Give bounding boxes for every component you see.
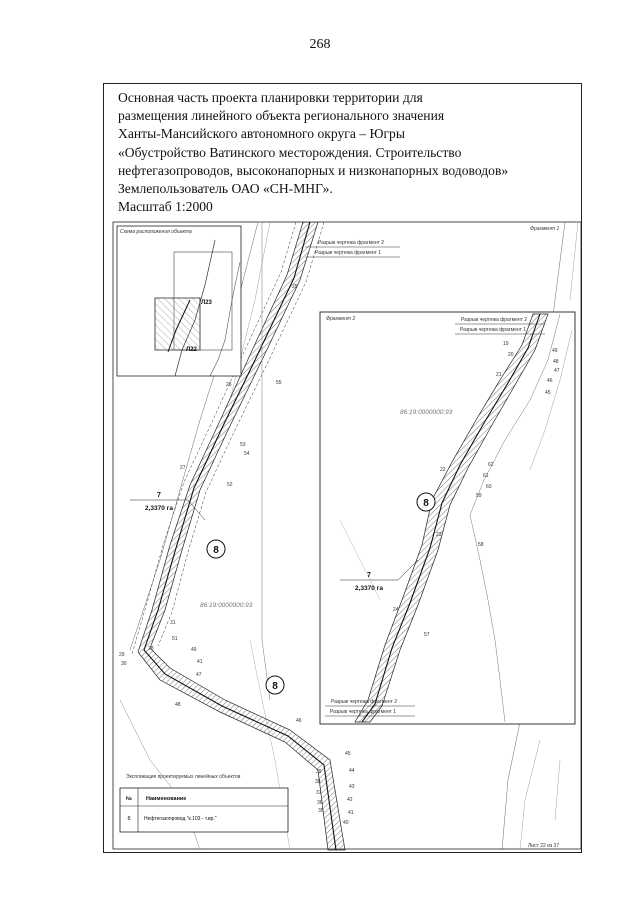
point-label: 57 bbox=[424, 632, 430, 638]
inset-title: Схема расположения объекта bbox=[120, 229, 192, 235]
point-label: 36 bbox=[317, 800, 323, 806]
point-label: 58 bbox=[478, 542, 484, 548]
title-line-6: Землепользователь ОАО «СН-МНГ». bbox=[118, 181, 333, 197]
point-label: 55 bbox=[276, 380, 282, 386]
point-label: 22 bbox=[440, 467, 446, 473]
point-label: 53 bbox=[240, 442, 246, 448]
point-label: 45 bbox=[345, 751, 351, 757]
cadastral-number-main: 86:19:0000000:93 bbox=[200, 602, 253, 609]
point-label: 7 bbox=[367, 572, 371, 579]
point-label: 62 bbox=[488, 462, 494, 468]
frag2-cadastral: 86:19:0000000:93 bbox=[400, 409, 453, 416]
point-label: 43 bbox=[349, 784, 355, 790]
point-label: 49 bbox=[552, 348, 558, 354]
point-label: 7 bbox=[157, 492, 161, 499]
point-label: 21 bbox=[496, 372, 502, 378]
inset-label-l22: Л22 bbox=[186, 347, 197, 353]
point-label: 41 bbox=[197, 659, 203, 665]
point-label: 25 bbox=[292, 284, 298, 290]
break-label-top-1: Разрыв чертежа фрагмент 2 bbox=[318, 240, 385, 246]
title-line-5: нефтегазопроводов, высоконапорных и низконапорных водоводов» bbox=[118, 162, 509, 178]
legend-row-num: 8 bbox=[127, 816, 131, 822]
point-label: 40 bbox=[343, 820, 349, 826]
point-label: 46 bbox=[296, 718, 302, 724]
point-label: 48 bbox=[553, 359, 559, 365]
contour-line bbox=[570, 222, 578, 300]
object-marker-main bbox=[207, 540, 225, 558]
point-label: 51 bbox=[172, 636, 178, 642]
point-label: 52 bbox=[227, 482, 233, 488]
legend-header-num: № bbox=[125, 796, 133, 802]
title-line-3: Ханты-Мансийского автономного округа – Югры bbox=[118, 126, 405, 142]
point-label: 23 bbox=[436, 532, 442, 538]
point-label: 35 bbox=[318, 808, 324, 814]
point-label: 44 bbox=[349, 768, 355, 774]
frag2-object-marker bbox=[417, 493, 435, 511]
point-label: 2,3370 га bbox=[144, 505, 174, 512]
contour-line bbox=[502, 722, 520, 850]
point-label: 30 bbox=[121, 661, 127, 667]
inset-label-l23: Л23 bbox=[201, 300, 212, 306]
point-label: 47 bbox=[196, 672, 202, 678]
title-line-4: «Обустройство Ватинского месторождения. Строительство bbox=[118, 144, 462, 160]
point-label: 26 bbox=[226, 382, 232, 388]
point-label: 45 bbox=[545, 390, 551, 396]
point-label: 39 bbox=[316, 769, 322, 775]
point-label: 19 bbox=[503, 341, 509, 347]
point-label: 54 bbox=[244, 451, 250, 457]
point-label: 59 bbox=[476, 493, 482, 499]
fragment1-label: Фрагмент 1 bbox=[530, 226, 560, 232]
legend-row-name: Нефтегазопровод "к.103 - т.вр." bbox=[144, 816, 217, 822]
inset-scheme bbox=[117, 226, 241, 376]
point-label: 2,3370 га bbox=[354, 585, 384, 592]
point-label: 38 bbox=[315, 779, 321, 785]
sheet-label: Лист 22 из 37 bbox=[528, 843, 560, 849]
point-label: 8 bbox=[213, 545, 219, 556]
frag2-break-top-1: Разрыв чертежа фрагмент 2 bbox=[461, 317, 528, 323]
legend-header-name: Наименование bbox=[146, 796, 187, 802]
title-line-1: Основная часть проекта планировки территории для bbox=[118, 90, 423, 105]
frag2-break-bottom-1: Разрыв чертежа фрагмент 2 bbox=[331, 699, 398, 705]
frag2-break-top-2: Разрыв чертежа фрагмент 1 bbox=[460, 327, 527, 333]
point-label: 29 bbox=[119, 652, 125, 658]
point-label: 20 bbox=[508, 352, 514, 358]
point-label: 49 bbox=[191, 647, 197, 653]
point-label: 46 bbox=[547, 378, 553, 384]
point-label: 28 bbox=[148, 646, 154, 652]
point-label: 8 bbox=[272, 681, 278, 692]
contour-line bbox=[555, 760, 560, 820]
point-label: 24 bbox=[393, 607, 399, 613]
point-label: 42 bbox=[347, 797, 353, 803]
point-label: 48 bbox=[175, 702, 181, 708]
break-label-top-2: Разрыв чертежа фрагмент 1 bbox=[315, 250, 382, 256]
point-label: 37 bbox=[316, 790, 322, 796]
legend-table bbox=[120, 773, 288, 832]
point-label: 61 bbox=[483, 473, 489, 479]
fragment2-label: Фрагмент 2 bbox=[326, 316, 356, 322]
point-label: 41 bbox=[348, 810, 354, 816]
contour-line bbox=[520, 740, 540, 850]
point-label: 27 bbox=[180, 465, 186, 471]
page-number: 268 bbox=[309, 37, 331, 52]
frag2-break-bottom-2: Разрыв чертежа фрагмент 1 bbox=[330, 709, 397, 715]
legend-title: Экспликация проектируемых линейных объектов bbox=[126, 774, 241, 780]
point-label: 47 bbox=[554, 368, 560, 374]
title-line-7: Масштаб 1:2000 bbox=[118, 199, 213, 215]
fragment2-inset bbox=[320, 312, 575, 724]
point-label: 60 bbox=[486, 484, 492, 490]
parcel-boundary bbox=[262, 222, 270, 700]
point-label: 31 bbox=[170, 620, 176, 626]
title-line-2: размещения линейного объекта регионального значения bbox=[118, 108, 445, 124]
object-marker-bottom bbox=[266, 676, 284, 694]
point-label: 8 bbox=[423, 498, 429, 509]
